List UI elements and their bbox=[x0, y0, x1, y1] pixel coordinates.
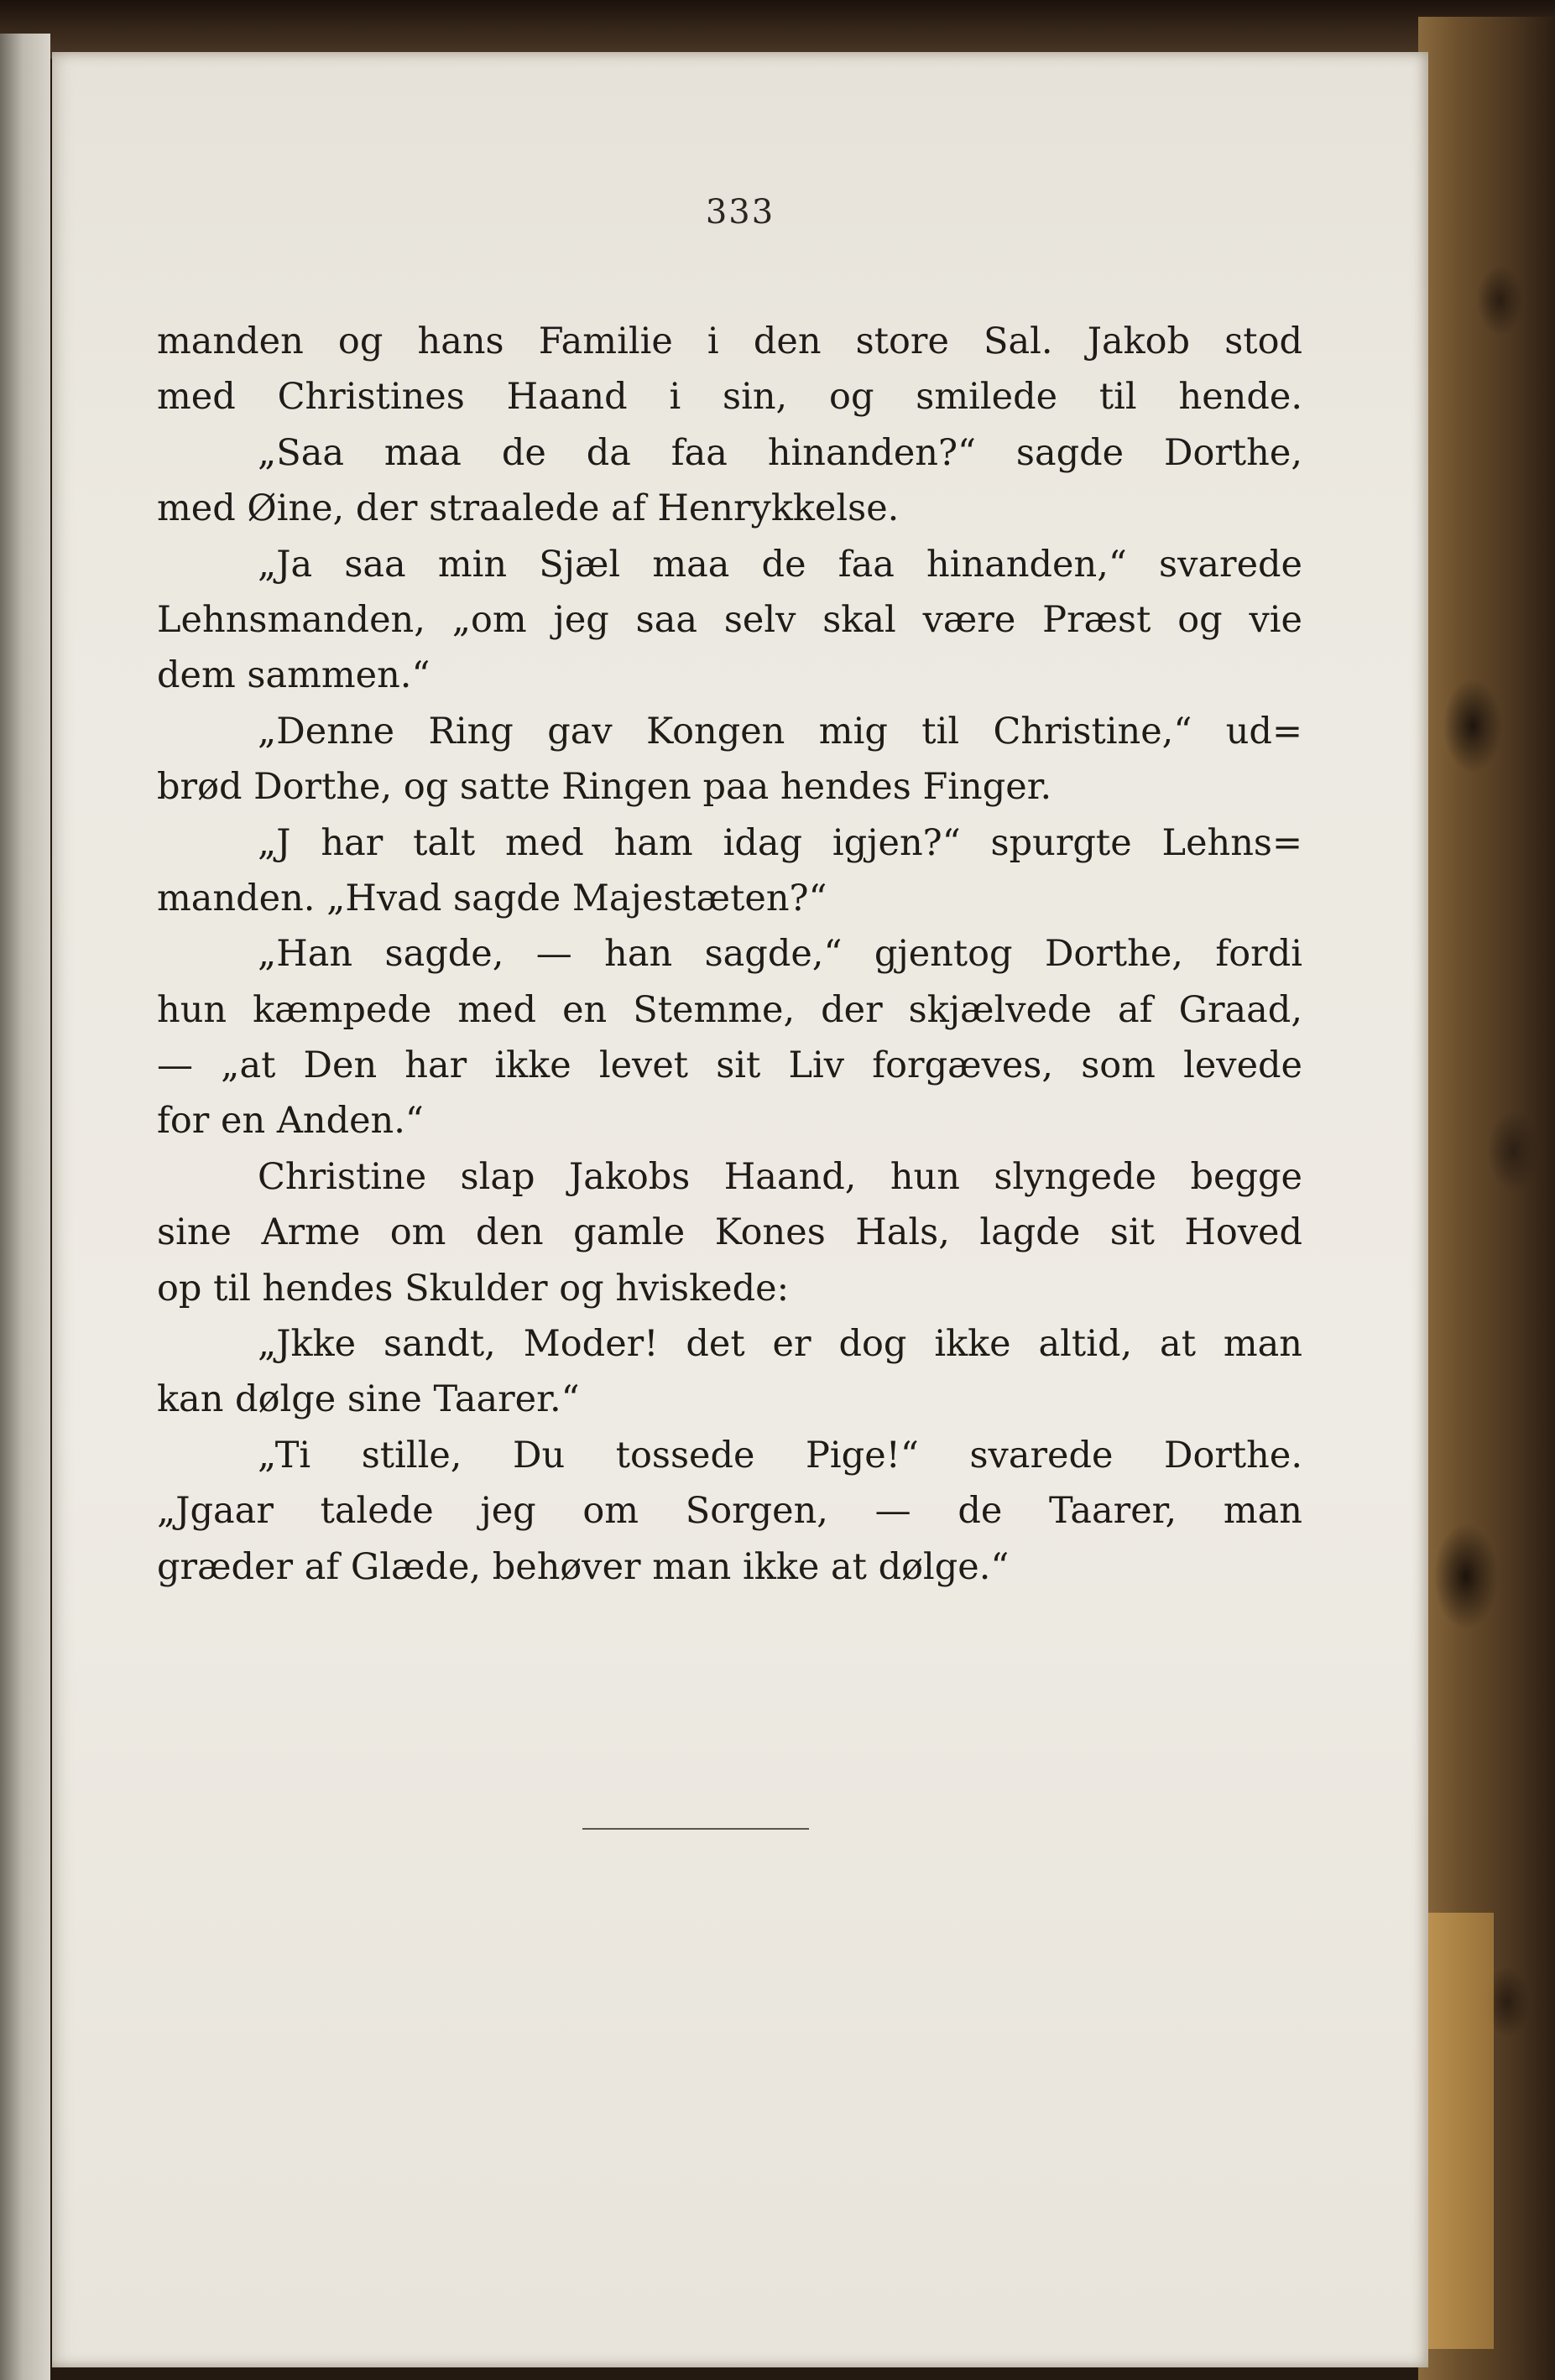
cover-leather-edge bbox=[1427, 1913, 1494, 2349]
text-line: med Øine, der straalede af Henrykkelse. bbox=[157, 487, 900, 530]
text-line: Christine slap Jakobs Haand, hun slyngede begge bbox=[258, 1155, 1302, 1198]
text-line: kan dølge sine Taarer.“ bbox=[157, 1378, 580, 1421]
text-line: „Saa maa de da faa hinanden?“ sagde Dorthe, bbox=[258, 431, 1302, 474]
text-line: manden. „Hvad sagde Majestæten?“ bbox=[157, 877, 827, 919]
text-line: græder af Glæde, behøver man ikke at dølge.“ bbox=[157, 1545, 1010, 1588]
body-text bbox=[157, 314, 1302, 1595]
text-line: hun kæmpede med en Stemme, der skjælvede af Graad, bbox=[157, 988, 1302, 1031]
text-line: brød Dorthe, og satte Ringen paa hendes Finger. bbox=[157, 766, 1052, 809]
text-line: for en Anden.“ bbox=[157, 1100, 424, 1143]
page-number: 333 bbox=[705, 193, 775, 232]
text-line: „Jkke sandt, Moder! det er dog ikke altid, at man bbox=[258, 1323, 1302, 1366]
text-line: manden og hans Familie i den store Sal. Jakob stod bbox=[157, 320, 1302, 362]
text-line: sine Arme om den gamle Kones Hals, lagde sit Hoved bbox=[157, 1211, 1302, 1254]
text-line: „Denne Ring gav Kongen mig til Christine,“ ud= bbox=[258, 710, 1302, 753]
book-page bbox=[52, 52, 1428, 2367]
text-line: dem sammen.“ bbox=[157, 654, 430, 697]
previous-page-edge bbox=[0, 34, 50, 2380]
text-line: med Christines Haand i sin, og smilede til hende. bbox=[157, 376, 1302, 419]
text-line: „Han sagde, — han sagde,“ gjentog Dorthe, fordi bbox=[258, 933, 1302, 976]
text-line: — „at Den har ikke levet sit Liv forgæves, som levede bbox=[157, 1044, 1302, 1087]
text-line: „Ja saa min Sjæl maa de faa hinanden,“ svarede bbox=[258, 543, 1302, 586]
text-line: „Ti stille, Du tossede Pige!“ svarede Dorthe. bbox=[258, 1434, 1302, 1476]
text-line: „J har talt med ham idag igjen?“ spurgte Lehns= bbox=[258, 821, 1302, 864]
text-line: „Jgaar talede jeg om Sorgen, — de Taarer, man bbox=[157, 1490, 1302, 1533]
text-line: Lehnsmanden, „om jeg saa selv skal være Præst og vie bbox=[157, 598, 1302, 641]
binding-shadow bbox=[0, 0, 1555, 59]
section-divider bbox=[582, 1828, 809, 1830]
text-line: op til hendes Skulder og hviskede: bbox=[157, 1267, 790, 1310]
